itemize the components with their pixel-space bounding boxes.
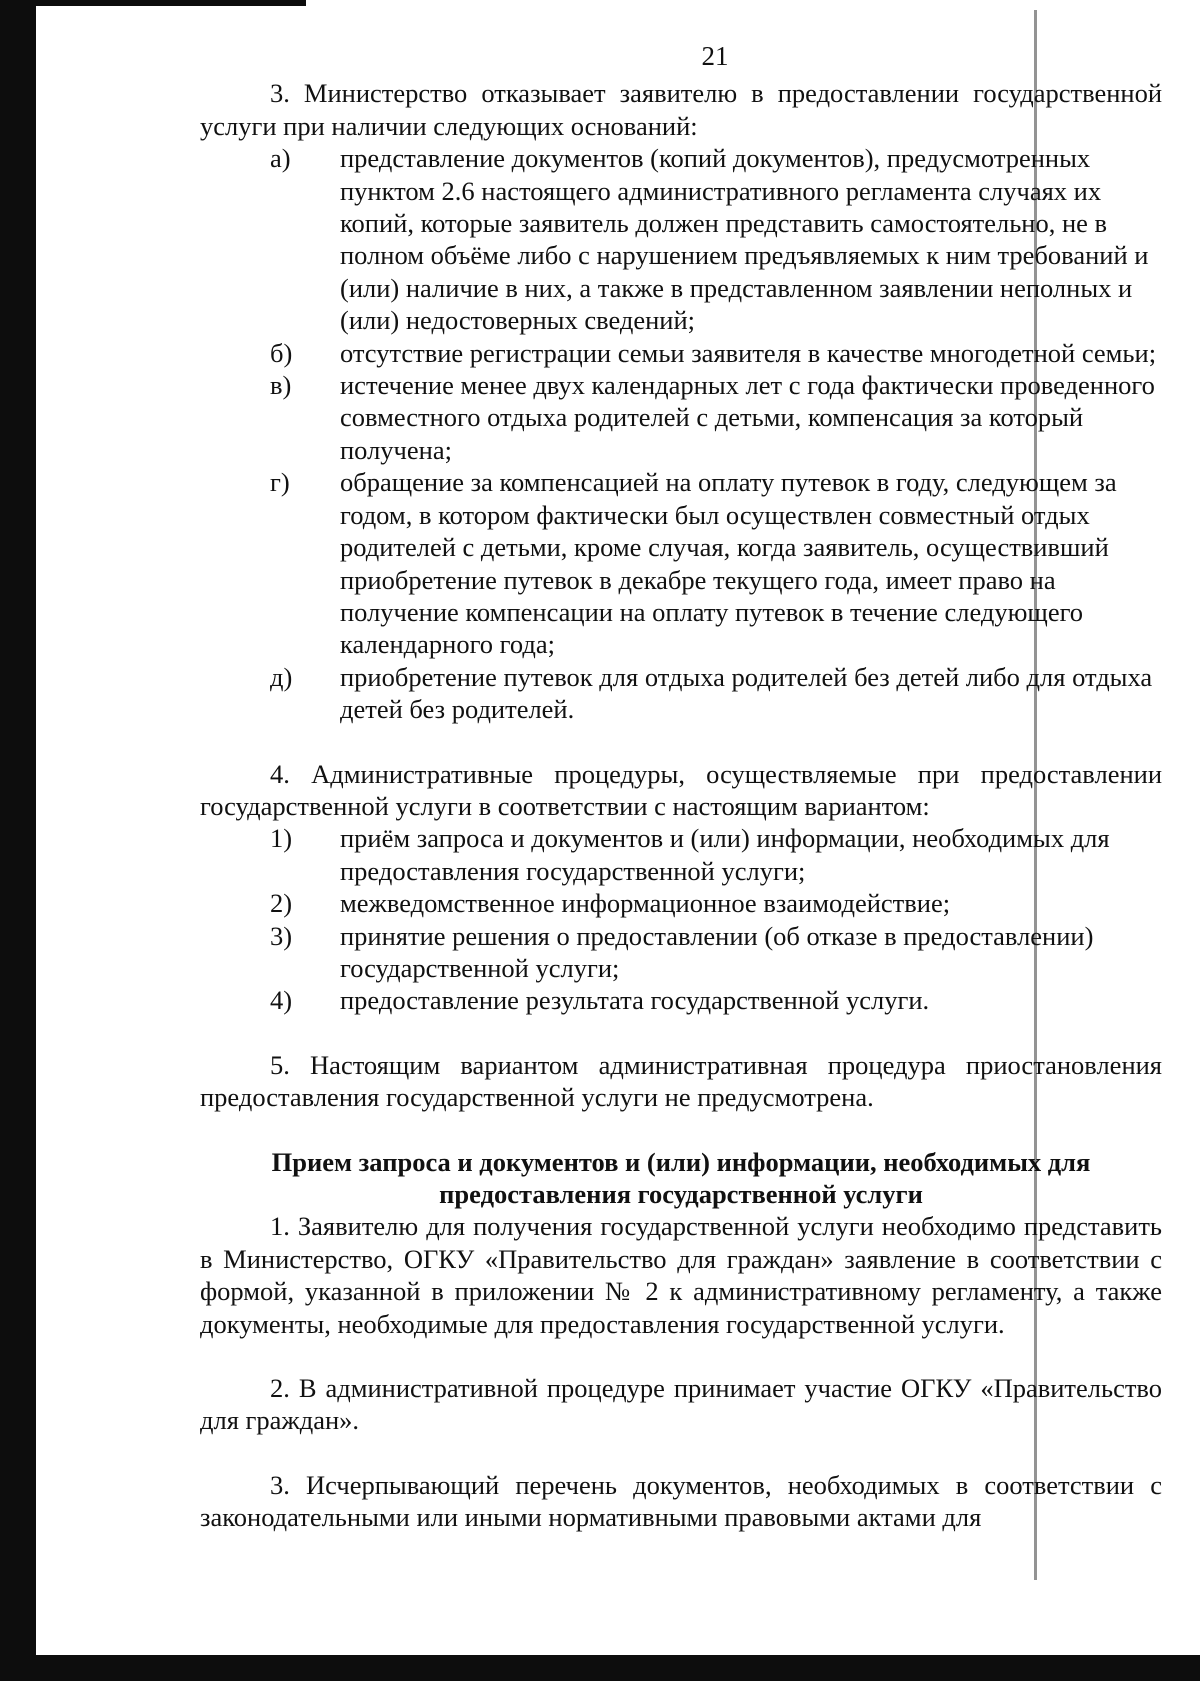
page-number: 21 (701, 41, 729, 71)
list-marker: 4) (270, 985, 293, 1016)
section-heading: Прием запроса и документов и (или) информации, необходимых для предоставления государственной услуги (271, 1146, 1091, 1209)
list-marker: г) (270, 467, 290, 498)
scan-edge-top (36, 0, 306, 6)
section-5-paragraph: 5. Настоящим вариантом административная процедура приостановления предоставления государственной услуги не предусмотрена. (200, 1049, 1162, 1113)
list-item (270, 984, 1162, 1016)
list-item (270, 920, 1162, 985)
list-marker: 3) (270, 920, 293, 951)
list-text: принятие решения о предоставлении (об отказе в предоставлении) государственной услуги; (340, 920, 1094, 983)
list-marker: б) (270, 337, 293, 368)
section-4-list (200, 822, 1162, 1016)
list-text: межведомственное информационное взаимодействие; (340, 888, 951, 919)
document-page (200, 40, 1162, 1534)
scan-edge-left (0, 0, 36, 1681)
paragraph-1: 1. Заявителю для получения государственной услуги необходимо представить в Министерство, ОГКУ «Правительство для граждан» заявление в соответствии с формой, указанной в приложении № 2 к административному регламенту, а также документы, необходимые для предоставления государственной услуги. (200, 1211, 1162, 1339)
list-marker: д) (270, 661, 293, 692)
section-4-intro: 4. Административные процедуры, осуществляемые при предоставлении государственной услуги в соответствии с настоящим вариантом: (200, 758, 1162, 821)
list-item (270, 466, 1162, 660)
list-text: отсутствие регистрации семьи заявителя в качестве многодетной семьи; (340, 337, 1157, 368)
list-marker: 1) (270, 823, 293, 854)
section-3-intro: 3. Министерство отказывает заявителю в предоставлении государственной услуги при наличии следующих оснований: (200, 78, 1162, 141)
list-text: приобретение путевок для отдыха родителей без детей либо для отдыха детей без родителей. (340, 661, 1153, 725)
paragraph-3: 3. Исчерпывающий перечень документов, необходимых в соответствии с законодательными или иными нормативными правовыми актами для (200, 1469, 1162, 1533)
list-item (270, 369, 1162, 466)
paragraph-2: 2. В административной процедуре принимает участие ОГКУ «Правительство для граждан». (200, 1373, 1162, 1436)
list-marker: в) (270, 370, 292, 401)
list-item (270, 887, 1162, 919)
list-text: предоставление результата государственной услуги. (340, 985, 930, 1016)
list-item (270, 822, 1162, 887)
section-3-list (200, 142, 1162, 725)
list-text: истечение менее двух календарных лет с года фактически проведенного совместного отдыха родителей с детьми, компенсация за который получена; (340, 370, 1155, 465)
list-marker: 2) (270, 888, 293, 919)
list-text: обращение за компенсацией на оплату путевок в году, следующем за годом, в котором фактически был осуществлен совместный отдых родителей с детьми, кроме случая, когда заявитель, осуществивший приобретение путевок в декабре текущего года, имеет право на получение компенсации на оплату путевок в течение следующего календарного года; (340, 467, 1117, 660)
list-item (270, 142, 1162, 336)
list-text: приём запроса и документов и (или) информации, необходимых для предоставления государственной услуги; (340, 823, 1110, 886)
list-item (270, 337, 1162, 369)
list-item (270, 661, 1162, 726)
scan-edge-bottom (36, 1655, 1200, 1681)
list-text: представление документов (копий документов), предусмотренных пунктом 2.6 настоящего административного регламента случаях их копий, которые заявитель должен представить самостоятельно, не в полном объёме либо с нарушением предъявляемых к ним требований и (или) наличие в них, а также в представленном заявлении неполных и (или) недостоверных сведений; (340, 143, 1149, 336)
list-marker: а) (270, 143, 291, 174)
